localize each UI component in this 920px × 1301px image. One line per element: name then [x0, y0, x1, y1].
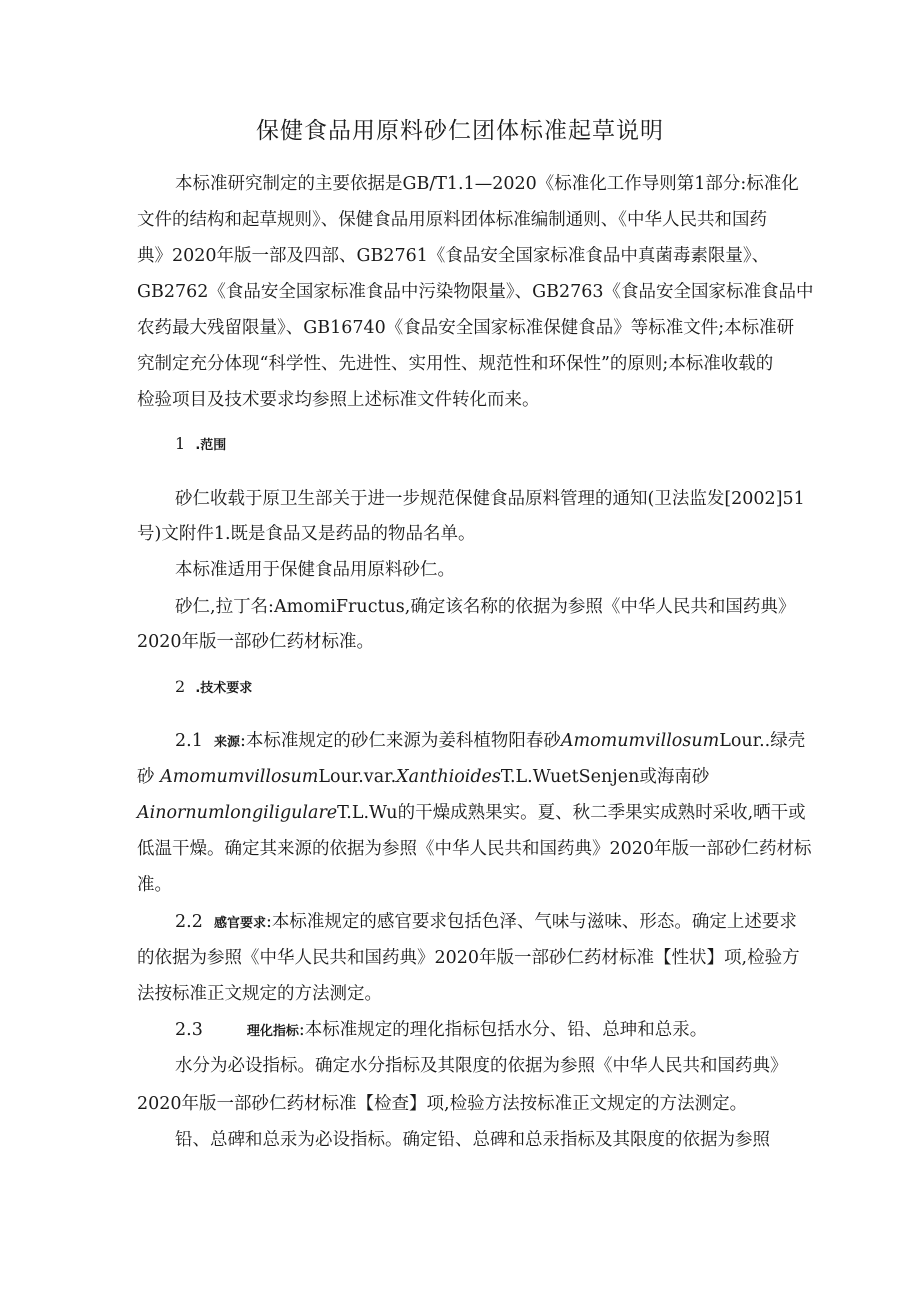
sec1-line-4: 砂仁,拉丁名:AmomiFructus,确定该名称的依据为参照《中华人民共和国药典》 [175, 597, 796, 617]
sec1-line-5: 2020年版一部砂仁药材标准。 [137, 632, 375, 652]
s21-text-2c: Lour.var. [318, 767, 397, 787]
s22-line-1 [175, 910, 797, 936]
section-2-title: .技术要求 [195, 681, 253, 696]
s21-latin-3: Xanthioides [396, 767, 501, 787]
section-2-heading [175, 675, 252, 701]
intro-line-3: 典》2020年版一部及四部、GB2761《食品安全国家标准食品中真菌毒素限量》、 [137, 246, 770, 266]
s21-line-2 [137, 765, 709, 789]
section-1-heading [175, 432, 226, 458]
s21-line-3 [137, 801, 806, 825]
s22-line-3: 法按标准正文规定的方法测定。 [137, 984, 382, 1004]
s21-text-3b: T.L.Wu的干燥成熟果实。夏、秋二季果实成熟时采收,晒干或 [337, 803, 806, 823]
intro-line-1: 本标准研究制定的主要依据是GB/T1.1—2020《标准化工作导则第1部分:标准化 [175, 174, 799, 194]
s21-latin-4: Ainornumlongiligulare [137, 803, 338, 823]
sec1-line-2: 号)文附件1.既是食品又是药品的物品名单。 [137, 524, 476, 544]
s23-line-1 [175, 1018, 707, 1044]
s22-line-2: 的依据为参照《中华人民共和国药典》2020年版一部砂仁药材标准【性状】项,检验方 [137, 948, 800, 968]
s21-line-1 [175, 729, 805, 755]
section-2-number: 2 [175, 677, 186, 696]
s22-text-1: :本标准规定的感官要求包括色泽、气味与滋味、形态。确定上述要求 [266, 912, 797, 932]
sec1-line-1: 砂仁收载于原卫生部关于进一步规范保健食品原料管理的通知(卫法监发[2002]51 [175, 489, 805, 509]
s21-label: 来源 [213, 735, 240, 750]
s21-text-2e: T.L.WuetSenjen或海南砂 [500, 767, 710, 787]
intro-line-7: 检验项目及技术要求均参照上述标准文件转化而来。 [137, 390, 540, 410]
intro-line-2: 文件的结构和起草规则》、保健食品用原料团体标准编制通则、《中华人民共和国药 [137, 210, 767, 230]
intro-line-5: 农药最大残留限量》、GB16740《食品安全国家标准保健食品》等标准文件;本标准研 [137, 318, 795, 338]
s21-latin-2: Amomumvillosum [160, 767, 319, 787]
s21-number: 2.1 [175, 731, 203, 751]
sec1-line-3: 本标准适用于保健食品用原料砂仁。 [175, 560, 455, 580]
tail-line-2: 2020年版一部砂仁药材标准【检查】项,检验方法按标准正文规定的方法测定。 [137, 1094, 748, 1114]
tail-line-3: 铅、总碑和总汞为必设指标。确定铅、总碑和总汞指标及其限度的依据为参照 [175, 1130, 770, 1150]
tail-line-1: 水分为必设指标。确定水分指标及其限度的依据为参照《中华人民共和国药典》 [175, 1056, 788, 1076]
s23-text-1: :本标准规定的理化指标包括水分、铅、总珅和总汞。 [298, 1020, 708, 1040]
s22-number: 2.2 [175, 912, 203, 932]
intro-line-6: 究制定充分体现“科学性、先进性、实用性、规范性和环保性”的原则;本标准收载的 [137, 354, 774, 374]
s21-latin-1: Amomumvillosum [560, 731, 720, 751]
section-1-number: 1 [175, 434, 186, 453]
s22-label: 感官要求 [213, 916, 266, 931]
s21-text-1a: :本标准规定的砂仁来源为姜科植物阳春砂 [240, 731, 561, 751]
s23-label: 理化指标 [246, 1024, 299, 1039]
s21-text-2a: 砂 [137, 767, 155, 787]
document-title: 保健食品用原料砂仁团体标准起草说明 [256, 118, 664, 144]
s21-line-5: 准。 [137, 875, 172, 895]
s21-line-4: 低温干燥。确定其来源的依据为参照《中华人民共和国药典》2020年版一部砂仁药材标 [137, 839, 812, 859]
s23-number: 2.3 [175, 1020, 203, 1040]
s21-text-1c: Lour..绿壳 [719, 731, 806, 751]
intro-line-4: GB2762《食品安全国家标准食品中污染物限量》、GB2763《食品安全国家标准食品中 [137, 282, 814, 302]
section-1-title: .范围 [195, 438, 227, 453]
